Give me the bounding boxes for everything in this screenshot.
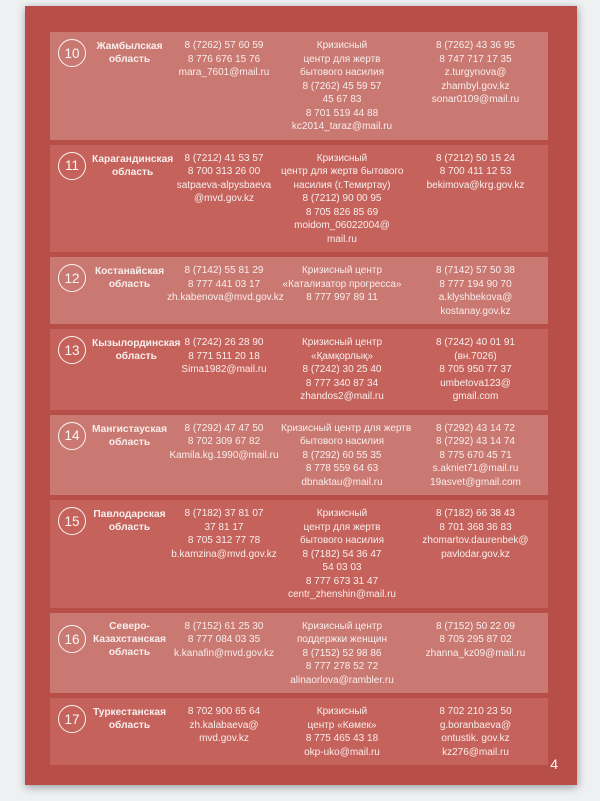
contact-line: g.boranbaeva@: [439, 719, 512, 731]
contact-line: 8 (7292) 47 47 50: [184, 422, 264, 434]
crisis-center-cell: [281, 336, 403, 404]
rows-list: [50, 32, 548, 765]
region-name-line: Карагандинская: [92, 153, 174, 165]
contact-line: a.klyshbekova@: [438, 292, 513, 303]
crisis-center-line: 8 777 278 52 72: [305, 661, 379, 672]
contact-line: satpaeva-alpysbaeva: [176, 179, 272, 191]
crisis-center-line: alinaorlova@rambler.ru: [290, 674, 394, 686]
region-name-line: область: [111, 166, 154, 178]
region-cell: [50, 152, 174, 180]
crisis-center-line: поддержки женщин: [296, 634, 388, 645]
document-page: [25, 6, 577, 785]
contact-line: 8 (7262) 57 60 59: [184, 40, 264, 51]
crisis-center-line: Кризисный центр: [301, 265, 383, 276]
row-number-badge: 12: [58, 264, 86, 292]
crisis-center-line: 8 (7242) 30 25 40: [302, 364, 382, 375]
crisis-center-line: центр для жертв: [303, 521, 381, 533]
crisis-center-line: Кризисный: [316, 152, 368, 164]
contact-line: umbetova123@: [440, 377, 511, 389]
crisis-center-line: 8 (7152) 52 98 86: [302, 647, 382, 659]
contact-line: zhambyl.gov.kz: [441, 80, 510, 92]
crisis-center-line: «Катализатор прогресса»: [282, 278, 402, 290]
contact-line: kz276@mail.ru: [442, 746, 509, 758]
region-cell: [50, 39, 167, 67]
region-cell: [50, 336, 181, 364]
contact-line: 8 (7142) 55 81 29: [184, 265, 264, 276]
contact-primary-cell: [167, 422, 281, 463]
crisis-center-line: 8 777 997 89 11: [306, 292, 378, 303]
crisis-center-line: центр для жертв бытового: [281, 166, 404, 177]
contact-line: 8 777 194 90 70: [439, 278, 512, 290]
contact-secondary-cell: [403, 620, 548, 661]
crisis-center-line: 45 67 83: [322, 94, 362, 105]
contact-line: 8 (7212) 41 53 57: [184, 152, 264, 164]
region-name-line: область: [108, 720, 151, 731]
region-name-line: Мангистауская: [92, 423, 168, 435]
contact-line: b.kamzina@mvd.gov.kz: [171, 548, 277, 560]
contact-primary-cell: [167, 507, 281, 561]
contact-line: zhanna_kz09@mail.ru: [425, 647, 526, 659]
contact-line: 8 705 950 77 37: [439, 364, 512, 375]
contact-secondary-cell: [403, 336, 548, 404]
crisis-center-line: 8 778 559 64 63: [305, 463, 379, 474]
crisis-center-line: Кризисный: [316, 508, 368, 519]
crisis-center-row: [50, 613, 548, 694]
region-name-line: область: [115, 351, 157, 362]
crisis-center-row: [50, 32, 548, 140]
contact-line: 8 (7262) 43 36 95: [436, 40, 515, 51]
contact-secondary-cell: [403, 152, 548, 193]
contact-line: 8 700 313 26 00: [187, 166, 261, 177]
contact-line: 8 700 411 12 53: [439, 166, 512, 177]
crisis-center-line: mail.ru: [326, 233, 357, 245]
crisis-center-line: okp-uko@mail.ru: [304, 746, 380, 758]
crisis-center-row: [50, 329, 548, 410]
crisis-center-cell: [281, 507, 403, 602]
crisis-center-line: 8 775 465 43 18: [305, 733, 379, 744]
contact-primary-cell: [167, 39, 281, 80]
contact-line: 8 (7142) 57 50 38: [436, 265, 515, 276]
contact-line: zhomartov.daurenbek@: [422, 535, 529, 546]
contact-line: mara_7601@mail.ru: [178, 67, 270, 78]
crisis-center-row: [50, 500, 548, 608]
region-name: [92, 153, 173, 179]
crisis-center-line: 54 03 03: [322, 562, 362, 573]
row-number-badge: 14: [58, 422, 86, 450]
crisis-center-line: 8 777 340 87 34: [305, 377, 379, 389]
crisis-center-line: zhandos2@mail.ru: [300, 391, 384, 402]
crisis-center-line: 8 777 673 31 47: [305, 575, 379, 587]
region-cell: [50, 620, 167, 659]
crisis-center-line: 8 (7212) 90 00 95: [302, 193, 382, 204]
region-name-line: область: [108, 279, 151, 290]
contact-line: 8 702 210 23 50: [439, 706, 512, 717]
contact-line: 8 702 309 67 82: [187, 436, 261, 447]
region-cell: [50, 422, 167, 450]
contact-line: 37 81 17: [204, 521, 244, 533]
crisis-center-line: бытового насилия: [300, 67, 384, 78]
contact-line: k.kanafin@mvd.gov.kz: [173, 647, 274, 659]
contact-secondary-cell: [403, 705, 548, 759]
crisis-center-cell: [281, 620, 403, 688]
crisis-center-row: [50, 145, 548, 253]
row-number-badge: 15: [58, 507, 86, 535]
contact-line: pavlodar.gov.kz: [441, 548, 510, 560]
region-name-line: Северо-: [109, 620, 150, 632]
contact-line: mvd.gov.kz: [199, 733, 249, 744]
region-name: [92, 423, 167, 449]
crisis-center-line: Кризисный центр для жертв: [281, 422, 412, 434]
crisis-center-cell: [281, 422, 412, 490]
crisis-center-line: Кризисный: [316, 706, 368, 717]
crisis-center-line: moidom_06022004@: [294, 220, 390, 231]
contact-primary-cell: [167, 620, 281, 661]
contact-line: 8 775 670 45 71: [439, 449, 512, 461]
contact-line: gmail.com: [452, 391, 499, 402]
contact-line: 8 (7182) 37 81 07: [184, 508, 264, 519]
contact-line: 8 (7212) 50 15 24: [436, 152, 515, 164]
crisis-center-line: 8 705 826 85 69: [305, 206, 379, 218]
contact-line: 8 701 368 36 83: [439, 521, 512, 533]
region-name: [92, 265, 167, 291]
region-name: [92, 706, 167, 732]
region-name-line: Кызылординская: [92, 338, 181, 349]
contact-primary-cell: [167, 264, 284, 305]
contact-line: 8 777 441 03 17: [187, 278, 261, 290]
crisis-center-row: [50, 257, 548, 324]
contact-line: zh.kalabaeva@: [189, 719, 259, 731]
contact-line: 8 705 295 87 02: [439, 634, 512, 645]
crisis-center-cell: [281, 152, 403, 247]
contact-primary-cell: [167, 152, 281, 206]
contact-line: 8 (7242) 40 01 91: [436, 337, 515, 348]
region-name-line: Павлодарская: [93, 509, 166, 520]
crisis-center-line: центр «Көмек»: [307, 719, 377, 731]
region-name-line: область: [108, 436, 151, 448]
contact-secondary-cell: [403, 264, 548, 318]
region-name: [92, 40, 167, 66]
region-name-line: область: [108, 522, 151, 533]
region-cell: [50, 264, 167, 292]
row-number-badge: 17: [58, 705, 86, 733]
region-name-line: Казахстанская: [93, 633, 166, 645]
contact-line: zh.kabenova@mvd.gov.kz: [167, 292, 284, 303]
contact-line: 19asvet@gmail.com: [430, 476, 521, 488]
contact-line: 8 702 900 65 64: [187, 706, 261, 717]
contact-line: (вн.7026): [454, 350, 497, 362]
contact-primary-cell: [167, 336, 281, 377]
crisis-center-line: бытового насилия: [300, 535, 384, 546]
crisis-center-cell: [281, 264, 403, 305]
contact-line: 8 (7182) 66 38 43: [436, 508, 515, 519]
crisis-center-row: [50, 698, 548, 765]
contact-line: 8 747 717 17 35: [439, 53, 512, 65]
crisis-center-line: centr_zhenshin@mail.ru: [288, 589, 396, 600]
contact-line: 8 705 312 77 78: [187, 535, 261, 546]
crisis-center-line: 8 (7262) 45 59 57: [302, 80, 382, 92]
contact-line: 8 (7292) 43 14 74: [436, 436, 515, 447]
region-cell: [50, 705, 167, 733]
crisis-center-line: «Қамқорлық»: [311, 350, 373, 362]
crisis-center-line: центр для жертв: [303, 53, 381, 65]
crisis-center-row: [50, 415, 548, 496]
contact-line: s.akniet71@mail.ru: [432, 463, 519, 474]
crisis-center-line: насилия (г.Темиртау): [293, 179, 391, 191]
contact-secondary-cell: [403, 507, 548, 561]
contact-line: Kamila.kg.1990@mail.ru: [169, 449, 279, 461]
contact-secondary-cell: [403, 39, 548, 107]
crisis-center-line: Кризисный: [316, 40, 368, 51]
region-name: [92, 508, 167, 534]
contact-line: 8 (7152) 61 25 30: [184, 620, 264, 632]
contact-line: @mvd.gov.kz: [194, 193, 254, 204]
row-number-badge: 10: [58, 39, 86, 67]
contact-line: 8 776 676 15 76: [187, 53, 261, 65]
region-cell: [50, 507, 167, 535]
crisis-center-line: бытового насилия: [300, 436, 384, 447]
row-number-badge: 13: [58, 336, 86, 364]
contact-line: Sima1982@mail.ru: [181, 364, 267, 375]
crisis-center-cell: [281, 39, 403, 134]
contact-primary-cell: [167, 705, 281, 746]
crisis-center-cell: [281, 705, 403, 759]
crisis-center-line: 8 (7292) 60 55 35: [302, 449, 382, 461]
contact-line: z.turgynova@: [444, 67, 507, 78]
region-name-line: Жамбылская: [96, 41, 163, 52]
page-number: 4: [550, 756, 558, 772]
row-number-badge: 16: [58, 625, 86, 653]
crisis-center-line: dbnaktau@mail.ru: [301, 476, 383, 488]
contact-line: sonar0109@mail.ru: [431, 94, 520, 105]
contact-line: 8 (7152) 50 22 09: [436, 620, 515, 632]
crisis-center-line: kc2014_taraz@mail.ru: [291, 121, 393, 132]
crisis-center-line: Кризисный центр: [301, 620, 383, 632]
contact-line: kostanay.gov.kz: [440, 305, 511, 317]
region-name-line: область: [108, 54, 151, 65]
region-name: [92, 620, 167, 659]
row-number-badge: 11: [58, 152, 86, 180]
contact-secondary-cell: [403, 422, 548, 490]
crisis-center-line: Кризисный центр: [301, 337, 383, 348]
crisis-center-line: 8 (7182) 54 36 47: [302, 548, 382, 560]
contact-line: 8 (7292) 43 14 72: [436, 422, 515, 434]
contact-line: 8 777 084 03 35: [187, 634, 261, 645]
region-name-line: Костанайская: [94, 266, 165, 277]
crisis-center-line: 8 701 519 44 88: [305, 107, 379, 119]
contact-line: ontustik. gov.kz: [441, 733, 510, 744]
contact-line: bekimova@krg.gov.kz: [426, 179, 525, 191]
contact-line: 8 (7242) 26 28 90: [184, 337, 264, 348]
region-name-line: Туркестанская: [92, 707, 167, 718]
region-name-line: область: [108, 646, 151, 658]
contact-line: 8 771 511 20 18: [188, 350, 260, 362]
